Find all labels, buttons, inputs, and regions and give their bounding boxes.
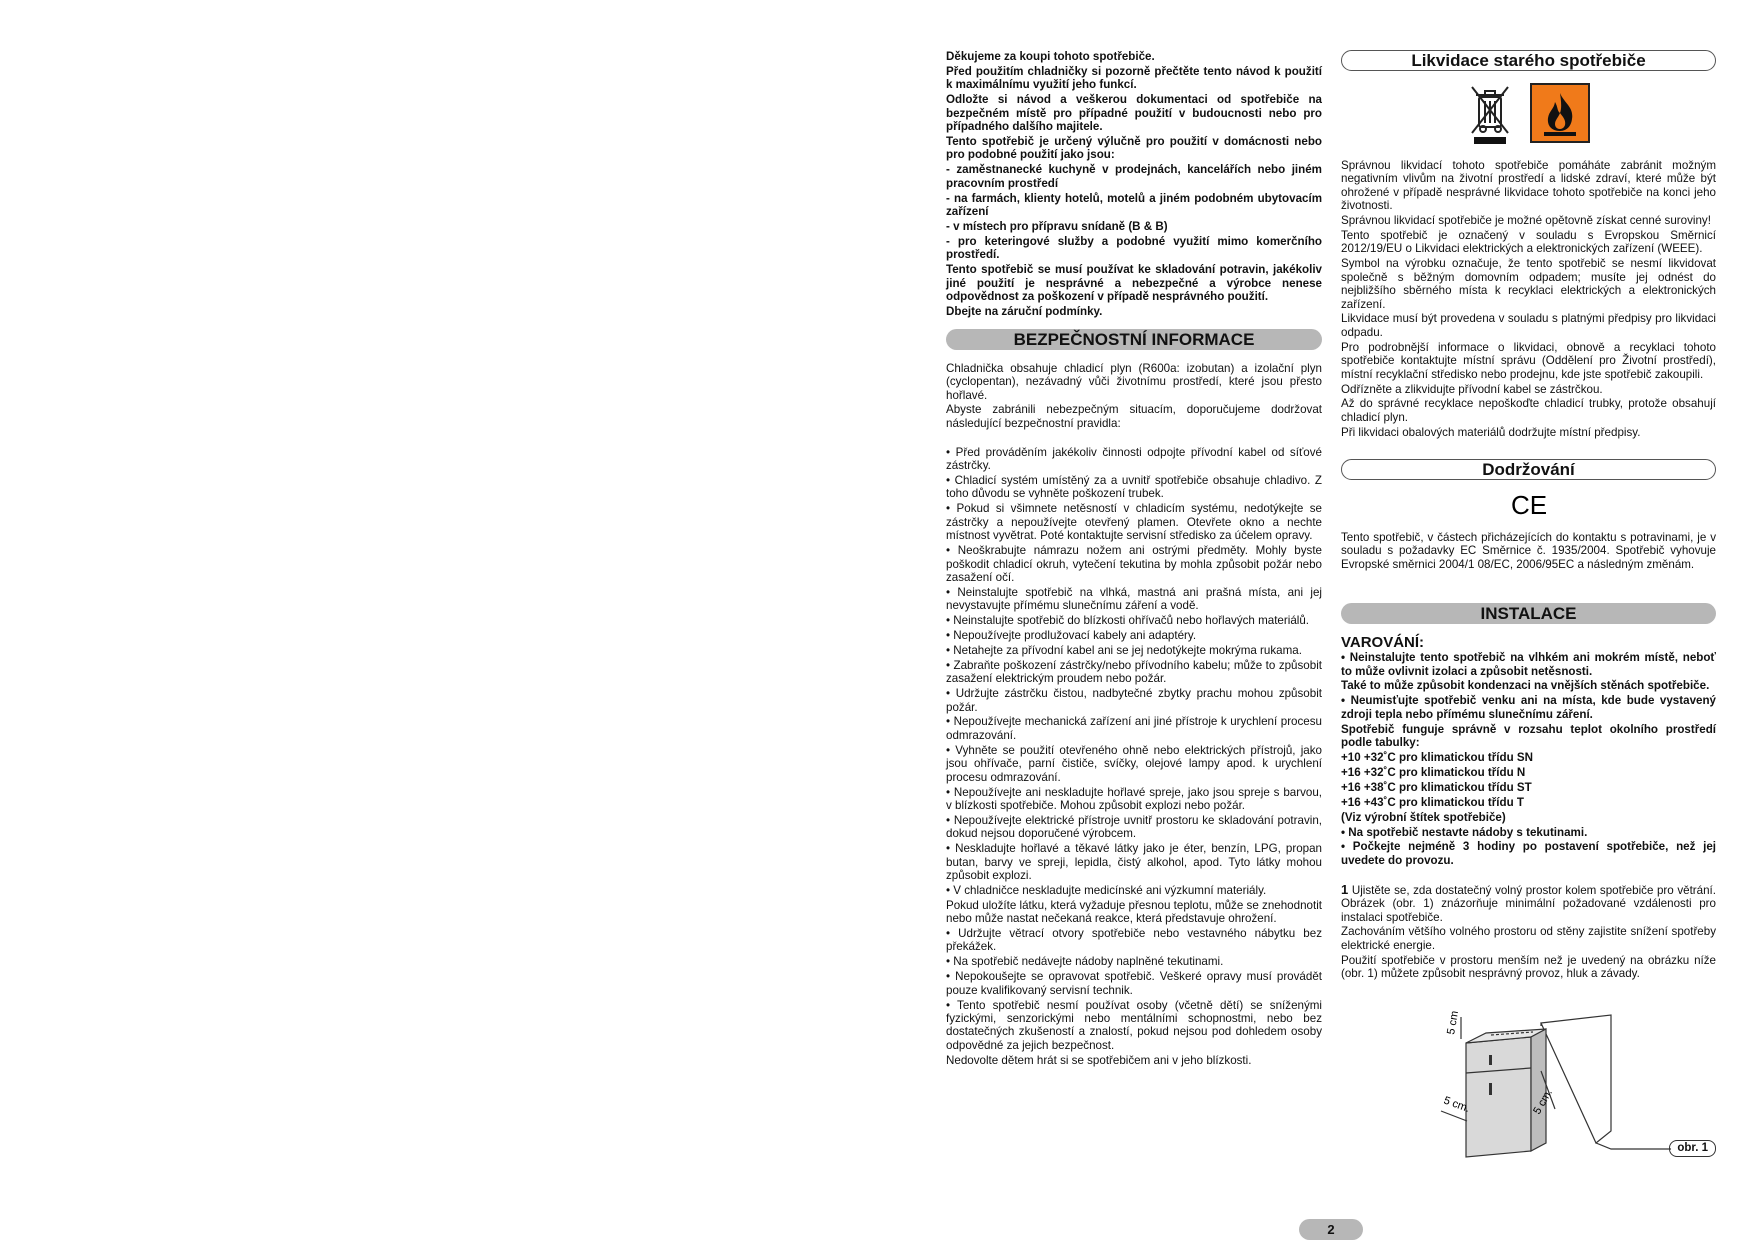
step-number: 1	[1341, 881, 1349, 897]
disposal-paragraph-3: Symbol na výrobku označuje, že tento spotřebič se nesmí likvidovat společně s běžným domovním odpadem; musíte jej odnést do nejbližšího sběrného místa k recyklaci elektrických a elektronických zařízení.	[1341, 257, 1716, 311]
safety-paragraph-1: Abyste zabránili nebezpečným situacím, doporučujeme dodržovat následující bezpečnostní pravidla:	[946, 403, 1322, 430]
disposal-paragraph-0: Správnou likvidací tohoto spotřebiče pomáháte zabránit možným negativním vlivům na životní prostředí a lidské zdraví, které může být ohrožené v případě nesprávné likvidace tohoto spotřebiče na konci jeho životnosti.	[1341, 159, 1716, 213]
figure-label: obr. 1	[1669, 1140, 1716, 1157]
safety-item-10: • Nepoužívejte mechanická zařízení ani jiné přístroje k urychlení procesu odmrazování.	[946, 715, 1322, 742]
ce-mark-text: CE	[1511, 491, 1546, 518]
compliance-text: Tento spotřebič, v částech přicházejících do kontaktu s potravinami, je v souladu s požadavky EC Směrnice č. 1935/2004. Spotřebič vyhovuje Evropské směrnici 2004/1 08/EC, 2006/95EC a následným změnám.	[1341, 531, 1716, 571]
disposal-paragraph-4: Likvidace musí být provedena v souladu s platnými předpisy pro likvidaci odpadu.	[1341, 312, 1716, 339]
safety-item-0: • Před prováděním jakékoliv činnosti odpojte přívodní kabel od síťové zástrčky.	[946, 445, 1322, 473]
safety-item-5: • Neinstalujte spotřebič do blízkosti ohřívačů nebo hořlavých materiálů.	[946, 614, 1310, 628]
left-column	[946, 50, 1322, 1069]
warning-line-7: +16 +43˚C pro klimatickou třídu T	[1341, 795, 1524, 809]
safety-item-14: • Neskladujte hořlavé a těkavé látky jako je éter, benzín, LPG, propan butan, barvy ve spreji, lepidla, čistý alkohol, apod. Tyto látky mohou způsobit explozi.	[946, 842, 1322, 882]
intro-paragraph-9: Dbejte na záruční podmínky.	[946, 304, 1103, 318]
step-text: Ujistěte se, zda dostatečný volný prostor kolem spotřebiče pro větrání. Obrázek (obr. 1) znázorňuje minimální požadované vzdálenosti pro instalaci spotřebiče.	[1341, 883, 1716, 924]
install-note-1: Použití spotřebiče v prostoru menším než je uvedený na obrázku níže (obr. 1) můžete způsobit nesprávný provoz, hluk a závady.	[1341, 953, 1716, 981]
ce-mark	[1341, 492, 1716, 521]
safety-item-19: • Nepokoušejte se opravovat spotřebič. Veškeré opravy musí provádět pouze kvalifikovaný servisní technik.	[946, 970, 1322, 997]
safety-item-11: • Vyhněte se použití otevřeného ohně nebo elektrických přístrojů, jako jsou ohřívače, parní čističe, svíčky, olejové lampy apod. k urychlení procesu odmrazování.	[946, 743, 1322, 784]
safety-item-7: • Netahejte za přívodní kabel ani se jej nedotýkejte mokrýma rukama.	[946, 643, 1302, 657]
warning-line-1: Také to může způsobit kondenzaci na vnějších stěnách spotřebiče.	[1341, 679, 1710, 693]
disposal-paragraph-7: Až do správné recyklace nepoškoďte chladicí trubky, protože obsahují chladicí plyn.	[1341, 397, 1716, 424]
dim-top-label: 5 cm.	[1445, 1010, 1462, 1036]
intro-paragraph-1: Před použitím chladničky si pozorně přečtěte tento návod k použití k maximálnímu využití jeho funkcí.	[946, 64, 1322, 92]
dim-side-label: 5 cm.	[1531, 1086, 1556, 1117]
safety-item-17: • Udržujte větrací otvory spotřebiče nebo vestavného nábytku bez překážek.	[946, 927, 1322, 954]
dim-back-label: 5 cm.	[1441, 1094, 1472, 1115]
compliance-title: Dodržování	[1341, 459, 1716, 480]
right-column	[1341, 50, 1716, 1161]
install-step-1	[1341, 883, 1716, 924]
warning-line-0: • Neinstalujte tento spotřebič na vlhkém ani mokrém místě, neboť to může ovlivnit izolaci a způsobit netěsnosti.	[1341, 651, 1716, 678]
intro-paragraph-0: Děkujeme za koupi tohoto spotřebiče.	[946, 50, 1155, 63]
safety-item-2: • Pokud si všimnete netěsností v chladicím systému, nedotýkejte se zástrčky a nepoužívejte otevřený plamen. Otevřete okno a nechte místnost vyvětrat. Poté kontaktujte servisní středisko za účelem opravy.	[946, 502, 1322, 543]
intro-paragraph-7: - pro keteringové služby a podobné využití mimo komerčního prostředí.	[946, 234, 1322, 262]
disposal-title: Likvidace starého spotřebiče	[1341, 50, 1716, 71]
intro-paragraph-2: Odložte si návod a veškerou dokumentaci od spotřebiče na bezpečném místě pro případné použití v budoucnosti nebo pro případného dalšího majitele.	[946, 93, 1322, 134]
disposal-paragraph-8: Při likvidaci obalových materiálů dodržujte místní předpisy.	[1341, 425, 1641, 439]
page-number: 2	[1299, 1219, 1363, 1240]
clearance-figure	[1341, 1011, 1716, 1161]
safety-item-4: • Neinstalujte spotřebič na vlhká, mastná ani prašná místa, ani jej nevystavujte přímému slunečnímu záření a vodě.	[946, 585, 1322, 613]
warning-line-9: • Na spotřebič nestavte nádoby s tekutinami.	[1341, 825, 1588, 839]
intro-paragraph-4: - zaměstnanecké kuchyně v prodejnách, kancelářích nebo jiném pracovním prostředí	[946, 163, 1322, 190]
safety-item-21: Nedovolte dětem hrát si se spotřebičem ani v jeho blízkosti.	[946, 1053, 1252, 1067]
warning-line-8: (Viz výrobní štítek spotřebiče)	[1341, 810, 1506, 824]
safety-item-18: • Na spotřebič nedávejte nádoby naplněné tekutinami.	[946, 955, 1224, 969]
disposal-paragraph-5: Pro podrobnější informace o likvidaci, obnově a recyklaci tohoto spotřebiče kontaktujte místní správu (Oddělení pro Životní prostředí), místní recyklační středisko nebo prodejnu, kde jste spotřebič zakoupili.	[1341, 340, 1716, 381]
ce-mark-icon	[1512, 492, 1546, 518]
disposal-paragraphs	[1341, 159, 1716, 439]
safety-item-8: • Zabraňte poškození zástrčky/nebo přívodního kabelu; může to způsobit zasažení elektrickým proudem nebo požár.	[946, 658, 1322, 686]
warning-line-2: • Neumisťujte spotřebič venku ani na místa, kde bude vystavený zdroji tepla nebo přímému slunečnímu záření.	[1341, 694, 1716, 721]
warning-list	[1341, 651, 1716, 867]
installation-title: INSTALACE	[1341, 603, 1716, 624]
disposal-paragraph-1: Správnou likvidací spotřebiče je možné opětovně získat cenné suroviny!	[1341, 214, 1711, 228]
safety-item-12: • Nepoužívejte ani neskladujte hořlavé spreje, jako jsou spreje s barvou, v blízkosti spotřebiče. Mohou způsobit explozi nebo požár.	[946, 785, 1322, 812]
warning-line-6: +16 +38˚C pro klimatickou třídu ST	[1341, 780, 1532, 794]
warning-line-3: Spotřebič funguje správně v rozsahu teplot okolního prostředí podle tabulky:	[1341, 722, 1716, 750]
disposal-paragraph-6: Odřízněte a zlikvidujte přívodní kabel se zástrčkou.	[1341, 382, 1603, 396]
safety-item-9: • Udržujte zástrčku čistou, nadbytečné zbytky prachu mohou způsobit požár.	[946, 687, 1322, 714]
safety-item-15: • V chladničce neskladujte medicínské ani výzkumní materiály.	[946, 883, 1267, 897]
intro-section	[946, 50, 1322, 318]
disposal-symbols	[1341, 83, 1716, 145]
warning-line-5: +16 +32˚C pro klimatickou třídu N	[1341, 765, 1526, 779]
warning-line-4: +10 +32˚C pro klimatickou třídu SN	[1341, 751, 1533, 764]
safety-item-1: • Chladicí systém umístěný za a uvnitř spotřebiče obsahuje chladivo. Z toho důvodu se vyhněte poškození trubek.	[946, 474, 1322, 501]
disposal-paragraph-2: Tento spotřebič je označený v souladu s Evropskou Směrnicí 2012/19/EU o Likvidaci elektrických a elektronických zařízení (WEEE).	[1341, 229, 1716, 256]
install-notes	[1341, 925, 1716, 980]
safety-item-20: • Tento spotřebič nesmí používat osoby (včetně dětí) se sníženými fyzickými, senzorickými nebo mentálními schopnostmi, nebo bez dostatečných zkušeností a znalostí, pokud nejsou pod dohledem osoby odpovědné za jejich bezpečnost.	[946, 998, 1322, 1052]
fridge-clearance-diagram	[1341, 1011, 1716, 1161]
warning-line-10: • Počkejte nejméně 3 hodiny po postavení spotřebiče, než jej uvedete do provozu.	[1341, 840, 1716, 867]
safety-item-16: Pokud uložíte látku, která vyžaduje přesnou teplotu, může se znehodnotit nebo může nastat nečekaná reakce, která představuje ohrožení.	[946, 898, 1322, 926]
intro-paragraph-8: Tento spotřebič se musí používat ke skladování potravin, jakékoliv jiné použití je nesprávné a nebezpečné a výrobce nenese odpovědnost za poškození v případě nesprávného použití.	[946, 263, 1322, 303]
safety-item-6: • Nepoužívejte prodlužovací kabely ani adaptéry.	[946, 629, 1197, 643]
warning-title: VAROVÁNÍ:	[1341, 633, 1425, 651]
safety-title: BEZPEČNOSTNÍ INFORMACE	[946, 329, 1322, 350]
safety-item-13: • Nepoužívejte elektrické přístroje uvnitř prostoru ke skladování potravin, dokud nejsou doporučené výrobcem.	[946, 813, 1322, 841]
crossed-bin-icon	[1468, 83, 1512, 145]
intro-paragraph-3: Tento spotřebič je určený výlučně pro použití v domácnosti nebo pro podobné použití jako jsou:	[946, 134, 1322, 162]
safety-list	[946, 446, 1322, 1067]
safety-paragraph-0: Chladnička obsahuje chladicí plyn (R600a: izobutan) a izolační plyn (cyclopentan), nezávadný vůči životnímu prostředí, které jsou přesto hořlavé.	[946, 361, 1322, 402]
safety-item-3: • Neoškrabujte námrazu nožem ani ostrými předměty. Mohly byste poškodit chladicí okruh, vytečení tekutina by mohla způsobit požár nebo zasažení očí.	[946, 544, 1322, 584]
flammable-icon	[1530, 83, 1590, 143]
intro-paragraph-5: - na farmách, klienty hotelů, motelů a jiném podobném ubytovacím zařízení	[946, 191, 1322, 218]
safety-paragraphs	[946, 362, 1322, 431]
intro-paragraph-6: - v místech pro přípravu snídaně (B & B)	[946, 219, 1168, 233]
install-note-0: Zachováním většího volného prostoru od stěny zajistite snížení spotřeby elektrické energie.	[1341, 925, 1716, 952]
